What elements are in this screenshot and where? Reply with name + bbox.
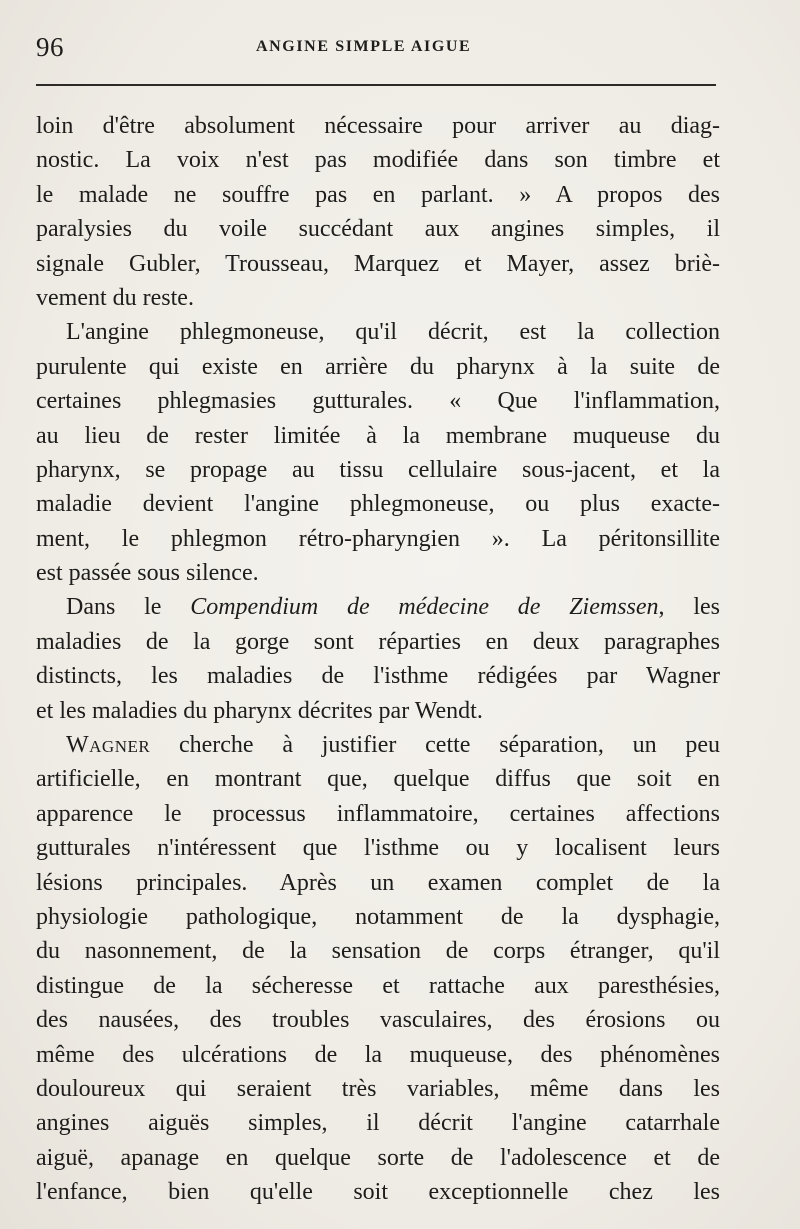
text-segment: purulente qui existe en arrière du pharynx à la suite de	[36, 353, 720, 380]
text-segment: nostic. La voix n'est pas modifiée dans son timbre et	[36, 147, 720, 174]
text-segment: et les maladies du pharynx décrites par Wendt.	[36, 697, 483, 724]
text-segment: douloureux qui seraient très variables, même dans les	[36, 1075, 720, 1102]
text-segment: vement du reste.	[36, 284, 194, 311]
body-text	[36, 109, 720, 1210]
author-name: Wagner	[66, 732, 151, 759]
text-line	[36, 315, 720, 349]
text-segment: distincts, les maladies de l'isthme rédigées par Wagner	[36, 663, 720, 690]
text-line	[36, 1106, 720, 1140]
text-line	[36, 487, 720, 521]
text-line	[36, 1141, 720, 1175]
text-line	[36, 797, 720, 831]
text-segment: des nausées, des troubles vasculaires, des érosions ou	[36, 1007, 720, 1034]
text-segment: distingue de la sécheresse et rattache aux paresthésies,	[36, 972, 720, 999]
text-line	[36, 625, 720, 659]
header-rule	[36, 84, 716, 86]
text-segment: cherche à justifier cette séparation, un peu	[150, 732, 720, 759]
text-line	[36, 556, 720, 590]
text-line	[36, 866, 720, 900]
text-line	[36, 728, 720, 762]
text-segment: le malade ne souffre pas en parlant. » A propos des	[36, 181, 720, 208]
text-line	[36, 831, 720, 865]
text-segment: maladie devient l'angine phlegmoneuse, ou plus exacte-	[36, 491, 720, 518]
text-line	[36, 212, 720, 246]
page-number: 96	[36, 32, 64, 62]
page-header	[36, 28, 720, 68]
text-segment: physiologie pathologique, notamment de la dysphagie,	[36, 903, 720, 930]
text-segment: apparence le processus inflammatoire, certaines affections	[36, 800, 720, 827]
text-line	[36, 659, 720, 693]
text-line	[36, 109, 720, 143]
text-line	[36, 350, 720, 384]
text-line	[36, 1175, 720, 1209]
text-segment: est passée sous silence.	[36, 560, 259, 587]
text-line	[36, 143, 720, 177]
text-segment: signale Gubler, Trousseau, Marquez et Mayer, assez briè-	[36, 250, 720, 277]
running-title: ANGINE SIMPLE AIGUE	[256, 38, 472, 55]
text-line	[36, 969, 720, 1003]
text-line	[36, 522, 720, 556]
text-segment: l'enfance, bien qu'elle soit exceptionnelle chez les	[36, 1179, 720, 1206]
text-segment: L'angine phlegmoneuse, qu'il décrit, est la collection	[66, 319, 720, 346]
text-segment: artificielle, en montrant que, quelque diffus que soit en	[36, 766, 720, 793]
text-segment: aiguë, apanage en quelque sorte de l'adolescence et de	[36, 1144, 720, 1171]
text-segment: Dans le	[66, 594, 191, 621]
text-segment: même des ulcérations de la muqueuse, des phénomènes	[36, 1041, 720, 1068]
text-line	[36, 900, 720, 934]
text-line	[36, 178, 720, 212]
text-segment: , les	[658, 594, 720, 621]
text-line	[36, 590, 720, 624]
text-segment: du nasonnement, de la sensation de corps étranger, qu'il	[36, 938, 720, 965]
text-line	[36, 419, 720, 453]
text-line	[36, 281, 720, 315]
text-segment: loin d'être absolument nécessaire pour arriver au diag-	[36, 113, 720, 139]
text-line	[36, 247, 720, 281]
text-segment: ment, le phlegmon rétro-pharyngien ». La péritonsillite	[36, 525, 720, 552]
text-segment: paralysies du voile succédant aux angines simples, il	[36, 216, 720, 243]
italic-title: Compendium de médecine de Ziemssen	[190, 594, 659, 621]
text-line	[36, 384, 720, 418]
text-line	[36, 762, 720, 796]
text-segment: gutturales n'intéressent que l'isthme ou y localisent leurs	[36, 835, 720, 862]
text-line	[36, 453, 720, 487]
text-segment: certaines phlegmasies gutturales. « Que l'inflammation,	[36, 388, 720, 415]
text-segment: angines aiguës simples, il décrit l'angine catarrhale	[36, 1110, 720, 1137]
text-segment: au lieu de rester limitée à la membrane muqueuse du	[36, 422, 720, 449]
text-line	[36, 1072, 720, 1106]
text-line	[36, 934, 720, 968]
text-line	[36, 1003, 720, 1037]
text-segment: maladies de la gorge sont réparties en deux paragraphes	[36, 628, 720, 655]
text-line	[36, 694, 720, 728]
text-segment: lésions principales. Après un examen complet de la	[36, 869, 720, 896]
text-segment: pharynx, se propage au tissu cellulaire sous-jacent, et la	[36, 456, 720, 483]
text-line	[36, 1038, 720, 1072]
